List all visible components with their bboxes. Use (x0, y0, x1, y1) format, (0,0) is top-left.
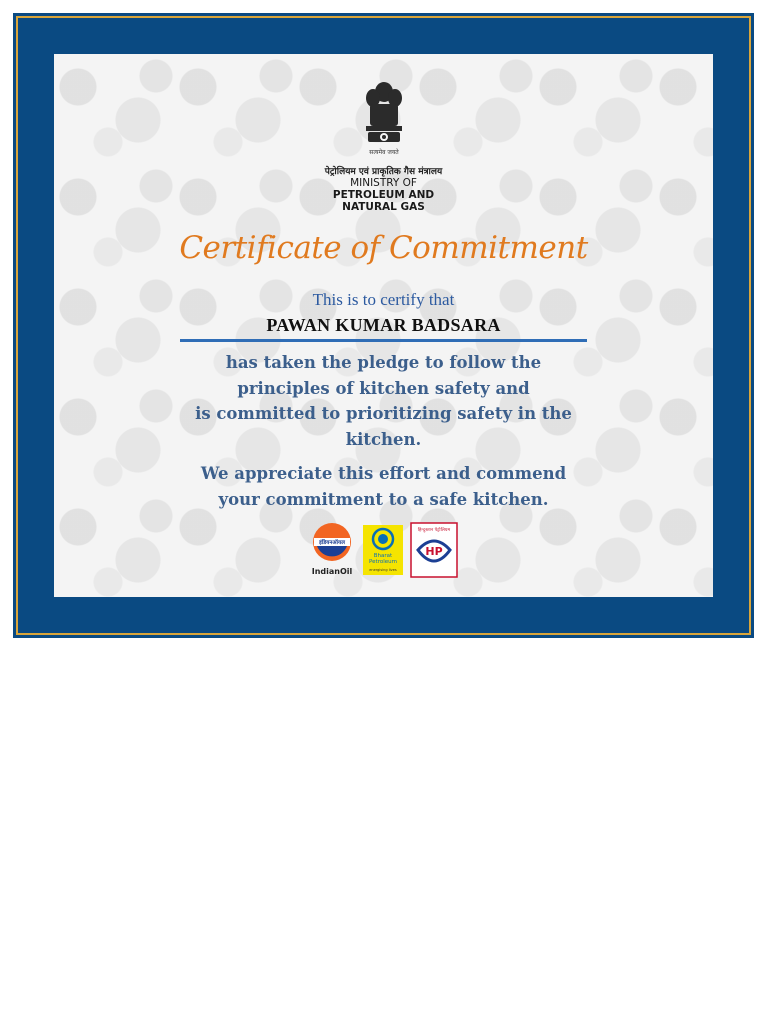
hp-hindi: हिन्दुस्तान पेट्रोलियम (417, 528, 451, 533)
pledge-line: principles of kitchen safety and (237, 378, 530, 398)
pledge-line: kitchen. (345, 429, 422, 449)
certificate-frame (13, 13, 754, 638)
ministry-line-3: NATURAL GAS (342, 201, 425, 213)
indianoil-logo-icon (309, 522, 355, 578)
emblem-motto: सत्यमेव जयते (369, 149, 399, 156)
recipient-name: PAWAN KUMAR BADSARA (266, 315, 501, 335)
hp-logo-icon (410, 522, 458, 578)
oil-company-logos (309, 522, 459, 582)
pledge-line: has taken the pledge to follow the (225, 353, 542, 372)
indianoil-hindi: इंडियनऑयल (319, 540, 345, 546)
indianoil-label: IndianOil (311, 567, 353, 576)
bharat-petroleum-logo-icon (363, 525, 403, 575)
pledge-line: is committed to prioritizing safety in the (195, 404, 572, 423)
bharat-line-2: Petroleum (369, 559, 397, 565)
bharat-tagline: energising lives (369, 568, 397, 572)
ministry-hindi: पेट्रोलियम एवं प्राकृतिक गैस मंत्रालय (324, 167, 443, 177)
certificate-body (54, 54, 713, 597)
certificate-title: Certificate of Commitment (179, 230, 588, 266)
appreciation-line: your commitment to a safe kitchen. (218, 490, 549, 509)
ministry-name (54, 177, 713, 213)
name-underline (180, 339, 587, 342)
hp-label: HP (425, 545, 443, 558)
appreciation-text (54, 461, 713, 513)
appreciation-line: We appreciate this effort and commend (200, 464, 567, 483)
bharat-line-1: Bharat (373, 553, 393, 559)
pledge-text (54, 350, 713, 452)
certify-text: This is to certify that (312, 290, 455, 309)
ministry-line-2: PETROLEUM AND (332, 189, 435, 201)
national-emblem-icon (358, 78, 410, 160)
ministry-line-1: MINISTRY OF (350, 177, 417, 189)
